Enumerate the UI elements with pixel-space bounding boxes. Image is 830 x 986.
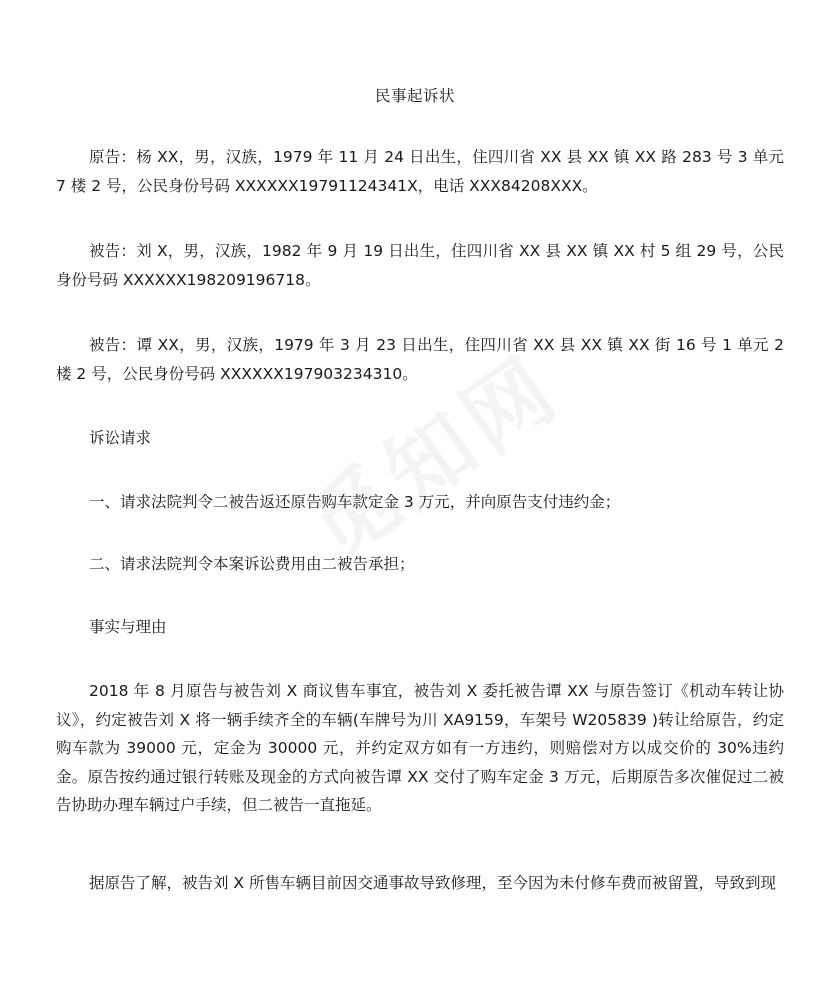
claim-2: 二、请求法院判令本案诉讼费用由二被告承担； bbox=[89, 555, 415, 573]
facts-heading: 事实与理由 bbox=[89, 618, 167, 636]
defendant-2-paragraph: 被告：谭 XX，男，汉族，1979 年 3 月 23 日出生，住四川省 XX 县 XX 镇 XX 街 16 号 1 单元 2 楼 2 号，公民身份号码 XXXXXX197903234310。 bbox=[56, 336, 784, 383]
facts-paragraph-1: 2018 年 8 月原告与被告刘 X 商议售车事宜，被告刘 X 委托被告谭 XX 与原告签订《机动车转让协议》，约定被告刘 X 将一辆手续齐全的车辆(车牌号为川 XA9159，车架号 W205839 )转让给原告，约定购车款为 39000 元，定金为 30000 元，并约定双方如有一方违约，则赔偿对方以成交价的 30%违约金。原告按约通过银行转账及现金的方式向被告谭 XX 交付了购车定金 3 万元，后期原告多次催促过二被告协助办理车辆过户手续，但二被告一直拖延。 bbox=[56, 682, 784, 814]
plaintiff-paragraph: 原告：杨 XX，男，汉族，1979 年 11 月 24 日出生，住四川省 XX 县 XX 镇 XX 路 283 号 3 单元 7 楼 2 号，公民身份号码 XXXXXX19791124341X，电话 XXX84208XXX。 bbox=[56, 148, 784, 195]
document-title: 民事起诉状 bbox=[374, 87, 455, 105]
defendant-1-paragraph: 被告：刘 X，男，汉族，1982 年 9 月 19 日出生，住四川省 XX 县 XX 镇 XX 村 5 组 29 号，公民身份号码 XXXXXX198209196718。 bbox=[56, 242, 784, 289]
claim-1: 一、请求法院判令二被告返还原告购车款定金 3 万元，并向原告支付违约金； bbox=[89, 493, 621, 511]
facts-paragraph-2: 据原告了解，被告刘 X 所售车辆目前因交通事故导致修理，至今因为未付修车费而被留置，导致到现 bbox=[89, 874, 776, 892]
claims-heading: 诉讼请求 bbox=[89, 429, 152, 447]
